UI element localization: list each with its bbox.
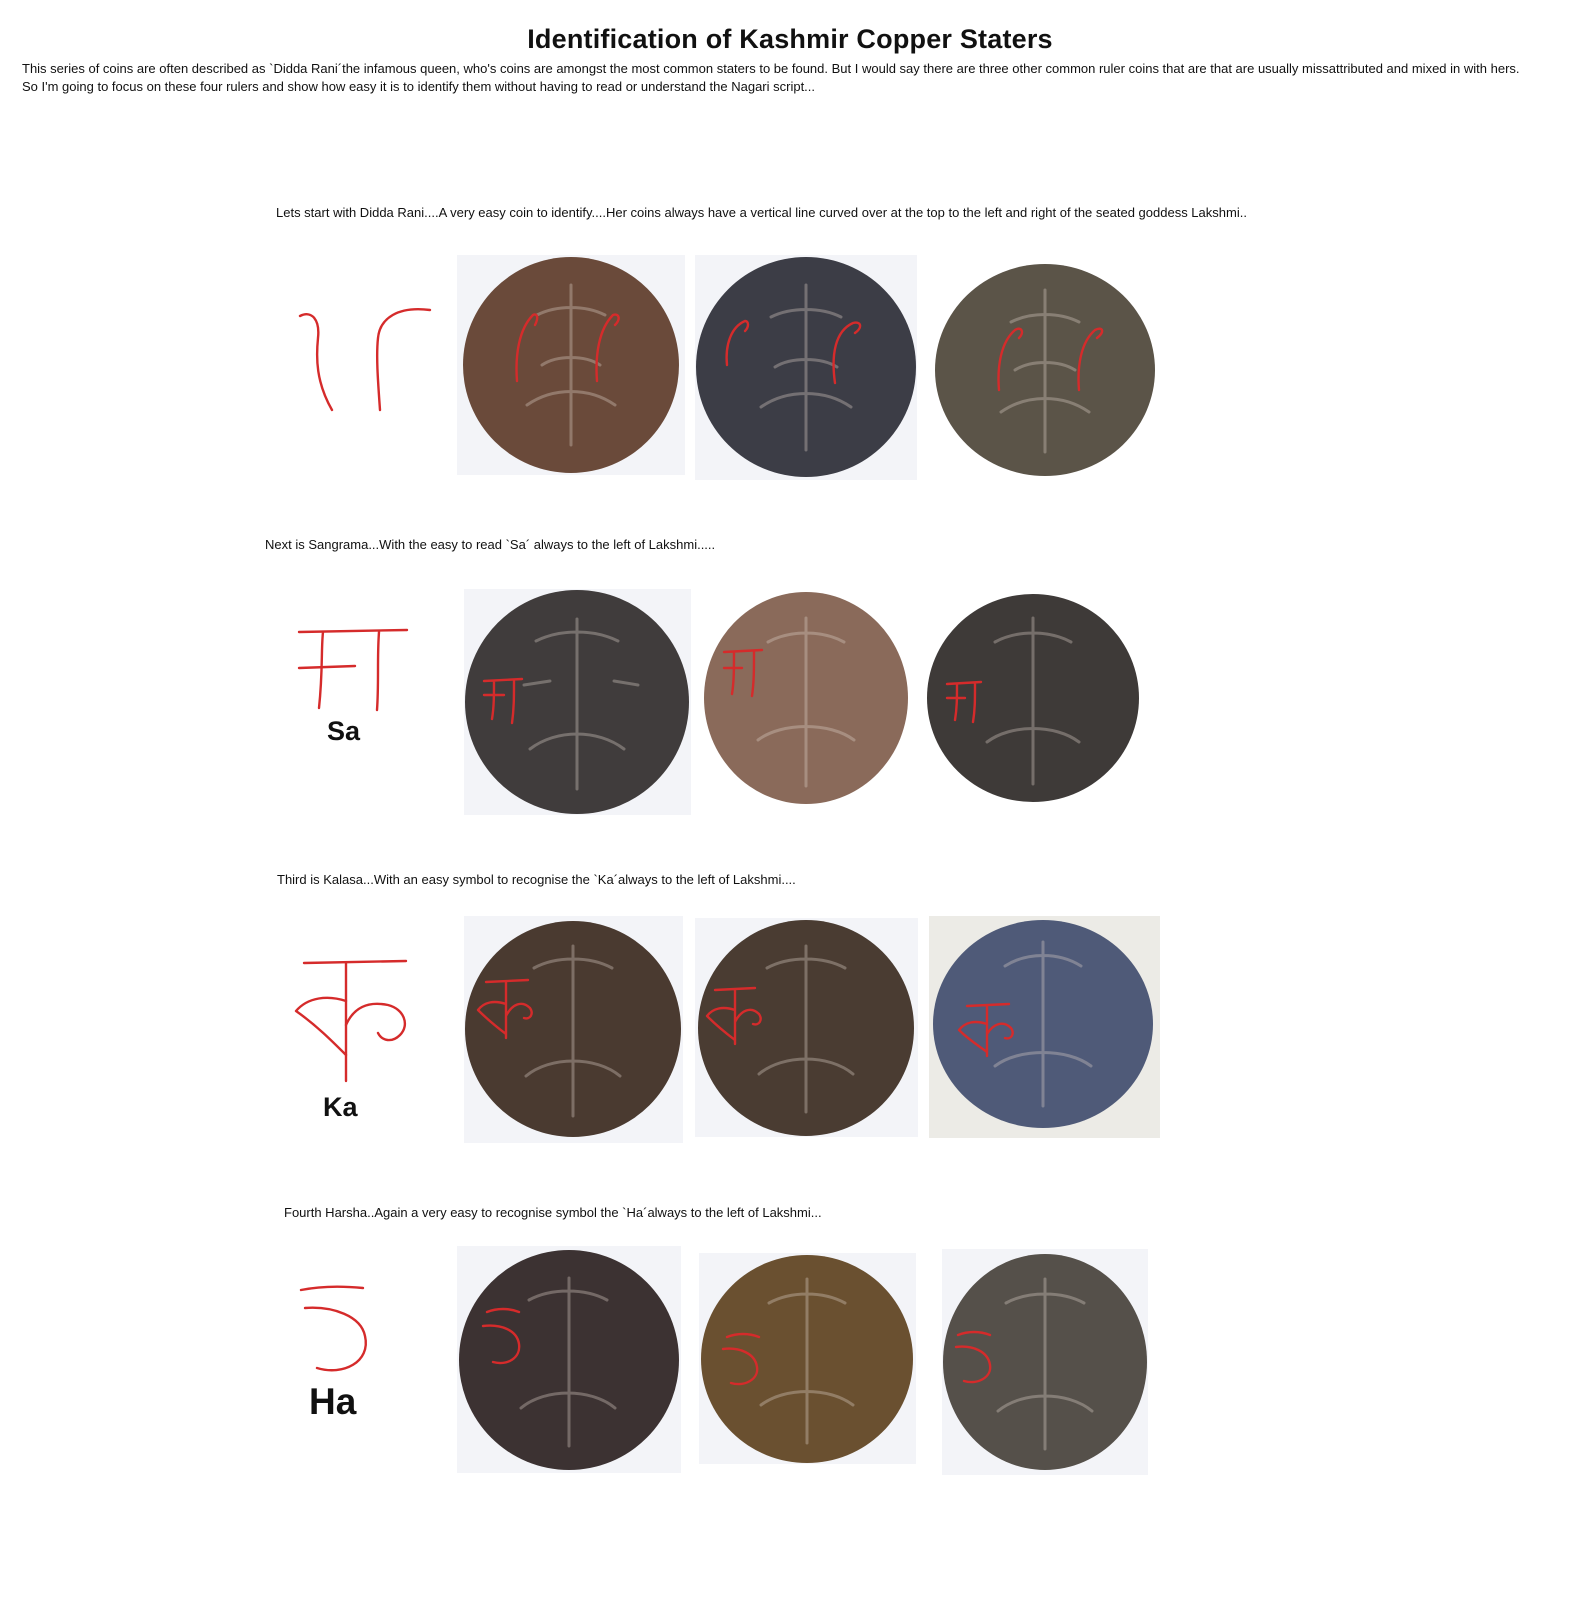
section-didda-caption: Lets start with Didda Rani....A very easy coin to identify....Her coins always have a vertical line curved over at the top to the left and right of the seated goddess Lakshmi..: [276, 205, 1247, 220]
coin-harsha-3: [942, 1249, 1148, 1475]
coin-kalasa-1: [464, 916, 683, 1143]
coin-sangrama-1: [464, 589, 691, 815]
intro-paragraph: This series of coins are often described as `Didda Rani´the infamous queen, who's coins are amongst the most common staters to be found. But I would say there are three other common ruler coins that are that are usually missattributed and mixed in with hers. So I'm going to focus on these four rulers and show how easy it is to identify them without having to read or understand the Nagari script...: [22, 61, 1520, 94]
coin-didda-1: [457, 255, 685, 475]
coin-didda-3: [933, 262, 1158, 477]
coin-kalasa-2: [695, 918, 918, 1137]
sa-label: Sa: [327, 716, 361, 746]
section-harsha-caption: Fourth Harsha..Again a very easy to recognise symbol the `Ha´always to the left of Lakshmi...: [284, 1205, 822, 1220]
coin-harsha-1: [457, 1246, 681, 1473]
ha-label: Ha: [309, 1381, 357, 1422]
coin-harsha-2: [699, 1253, 916, 1464]
coin-didda-2: [695, 255, 917, 480]
ka-glyph-icon: [288, 955, 418, 1090]
coin-kalasa-3: [929, 916, 1160, 1138]
ka-label: Ka: [323, 1092, 358, 1122]
didda-glyph-icon: [290, 300, 440, 420]
coin-sangrama-2: [702, 590, 910, 807]
section-kalasa-caption: Third is Kalasa...With an easy symbol to recognise the `Ka´always to the left of Lakshmi....: [277, 872, 796, 887]
coin-sangrama-3: [925, 592, 1141, 804]
sa-glyph-icon: [295, 622, 415, 717]
page-title: Identification of Kashmir Copper Staters: [527, 24, 1053, 54]
section-sangrama-caption: Next is Sangrama...With the easy to read `Sa´ always to the left of Lakshmi.....: [265, 537, 716, 552]
ha-glyph-icon: [293, 1280, 383, 1380]
